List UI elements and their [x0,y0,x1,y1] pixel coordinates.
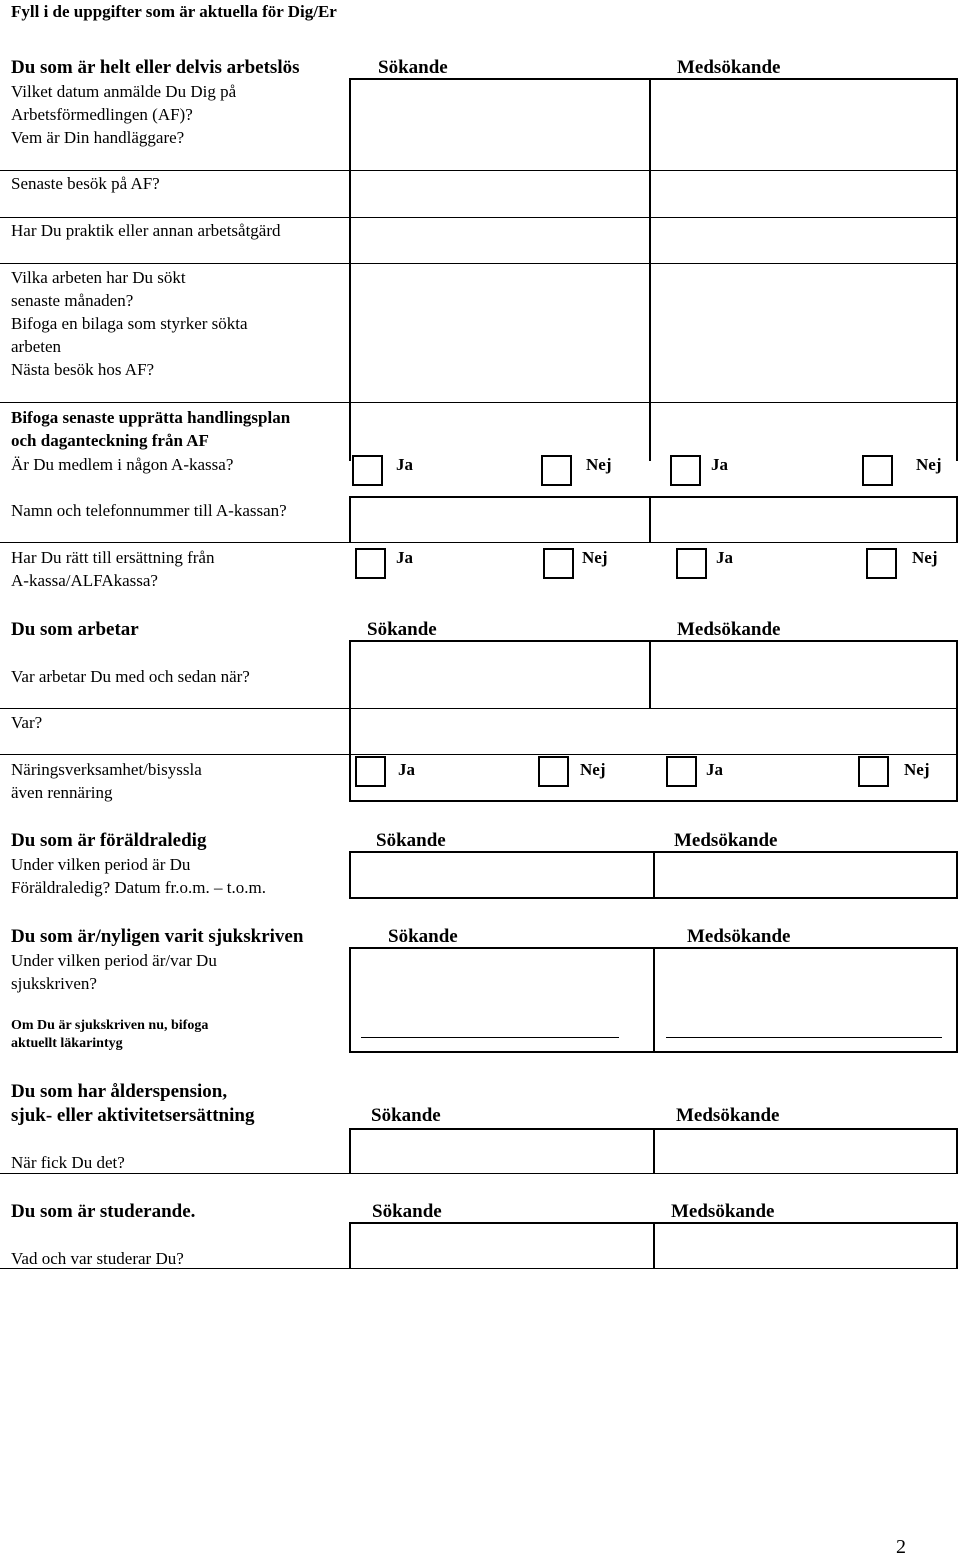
grid-line [0,1173,958,1174]
section-heading-sick: Du som är/nyligen varit sjukskriven [11,926,304,947]
q-pension-when: När fick Du det? [11,1153,125,1172]
grid-line [349,1051,958,1053]
grid-line [649,496,651,543]
grid-line [349,496,351,543]
coapplicant-yes-checkbox[interactable] [670,455,701,486]
coapplicant-yes-checkbox[interactable] [666,756,697,787]
grid-line [0,402,958,403]
col-header-applicant: Sökande [372,1201,442,1222]
q-akassa-right-line1: Har Du rätt till ersättning från [11,548,215,567]
section-heading-student: Du som är studerande. [11,1201,196,1222]
section-heading-parental: Du som är föräldraledig [11,830,207,851]
applicant-yes-checkbox[interactable] [355,548,386,579]
coapplicant-no-checkbox[interactable] [858,756,889,787]
col-header-coapplicant: Medsökande [677,57,781,78]
col-header-coapplicant: Medsökande [677,619,781,640]
col-header-coapplicant: Medsökande [676,1105,780,1126]
col-header-coapplicant: Medsökande [674,830,778,851]
q-registered-line2: Arbetsförmedlingen (AF)? [11,105,193,124]
applicant-yes-checkbox[interactable] [352,455,383,486]
coapplicant-no-checkbox[interactable] [866,548,897,579]
q-next-visit: Nästa besök hos AF? [11,360,155,379]
q-sick-line2: sjukskriven? [11,974,97,993]
no-label: Nej [586,455,612,474]
grid-line [956,947,958,1053]
grid-line [0,263,958,264]
grid-line [349,640,958,642]
q-sick-line1: Under vilken period är/var Du [11,951,217,970]
sick-note-line2: aktuellt läkarintyg [11,1036,123,1051]
q-jobs-line4: arbeten [11,337,62,356]
applicant-yes-checkbox[interactable] [355,756,386,787]
col-header-coapplicant: Medsökande [687,926,791,947]
grid-line [0,754,958,755]
q-last-visit: Senaste besök på AF? [11,174,160,193]
q-akassa-right-line2: A-kassa/ALFAkassa? [11,571,158,590]
grid-line [0,170,958,171]
grid-line [349,640,351,802]
grid-line [349,947,351,1053]
grid-line [0,708,958,709]
grid-line [956,1128,958,1174]
col-header-applicant: Sökande [371,1105,441,1126]
q-parental-line2: Föräldraledig? Datum fr.o.m. – t.o.m. [11,878,266,897]
coapplicant-no-checkbox[interactable] [862,455,893,486]
attach-plan-line1: Bifoga senaste upprätta handlingsplan [11,408,291,427]
q-where-since: Var arbetar Du med och sedan när? [11,667,250,686]
yes-label: Ja [396,548,413,567]
yes-label: Ja [706,760,723,779]
grid-line [349,496,958,498]
grid-line [349,78,958,80]
grid-line [653,1222,655,1269]
grid-line [349,1128,351,1174]
section-heading-pension-line2: sjuk- eller aktivitetsersättning [11,1105,255,1126]
no-label: Nej [916,455,942,474]
section-heading-pension-line1: Du som har ålderspension, [11,1081,228,1102]
signature-line [666,1037,942,1038]
attach-plan-line2: och daganteckning från AF [11,431,209,450]
grid-line [653,851,655,899]
grid-line [649,78,651,461]
no-label: Nej [582,548,608,567]
q-business-line1: Näringsverksamhet/bisyssla [11,760,202,779]
signature-line [361,1037,619,1038]
applicant-no-checkbox[interactable] [538,756,569,787]
grid-line [349,800,958,802]
intro-text: Fyll i de uppgifter som är aktuella för Dig/Er [11,2,337,21]
yes-label: Ja [711,455,728,474]
no-label: Nej [904,760,930,779]
grid-line [956,640,958,802]
grid-line [349,1222,351,1269]
grid-line [956,1222,958,1269]
q-where: Var? [11,713,43,732]
yes-label: Ja [396,455,413,474]
no-label: Nej [580,760,606,779]
q-akassa-member: Är Du medlem i någon A-kassa? [11,455,234,474]
col-header-applicant: Sökande [388,926,458,947]
q-jobs-line1: Vilka arbeten har Du sökt [11,268,186,287]
page-number: 2 [896,1536,906,1558]
q-student-what: Vad och var studerar Du? [11,1249,184,1268]
q-jobs-line2: senaste månaden? [11,291,134,310]
grid-line [0,542,958,543]
section-heading-unemployed: Du som är helt eller delvis arbetslös [11,57,300,78]
no-label: Nej [912,548,938,567]
grid-line [349,851,351,899]
q-officer: Vem är Din handläggare? [11,128,185,147]
col-header-coapplicant: Medsökande [671,1201,775,1222]
grid-line [349,897,958,899]
yes-label: Ja [716,548,733,567]
grid-line [349,78,351,461]
q-akassa-contact: Namn och telefonnummer till A-kassan? [11,501,287,520]
grid-line [653,947,655,1053]
applicant-no-checkbox[interactable] [541,455,572,486]
q-business-line2: även rennäring [11,783,113,802]
grid-line [653,1128,655,1174]
grid-line [649,640,651,709]
q-internship: Har Du praktik eller annan arbetsåtgärd [11,221,281,240]
coapplicant-yes-checkbox[interactable] [676,548,707,579]
grid-line [956,78,958,461]
grid-line [956,851,958,899]
col-header-applicant: Sökande [376,830,446,851]
col-header-applicant: Sökande [378,57,448,78]
grid-line [0,217,958,218]
section-heading-working: Du som arbetar [11,619,139,640]
q-parental-line1: Under vilken period är Du [11,855,191,874]
q-jobs-line3: Bifoga en bilaga som styrker sökta [11,314,248,333]
sick-note-line1: Om Du är sjukskriven nu, bifoga [11,1018,209,1033]
col-header-applicant: Sökande [367,619,437,640]
grid-line [956,496,958,543]
q-registered-line1: Vilket datum anmälde Du Dig på [11,82,237,101]
yes-label: Ja [398,760,415,779]
applicant-no-checkbox[interactable] [543,548,574,579]
